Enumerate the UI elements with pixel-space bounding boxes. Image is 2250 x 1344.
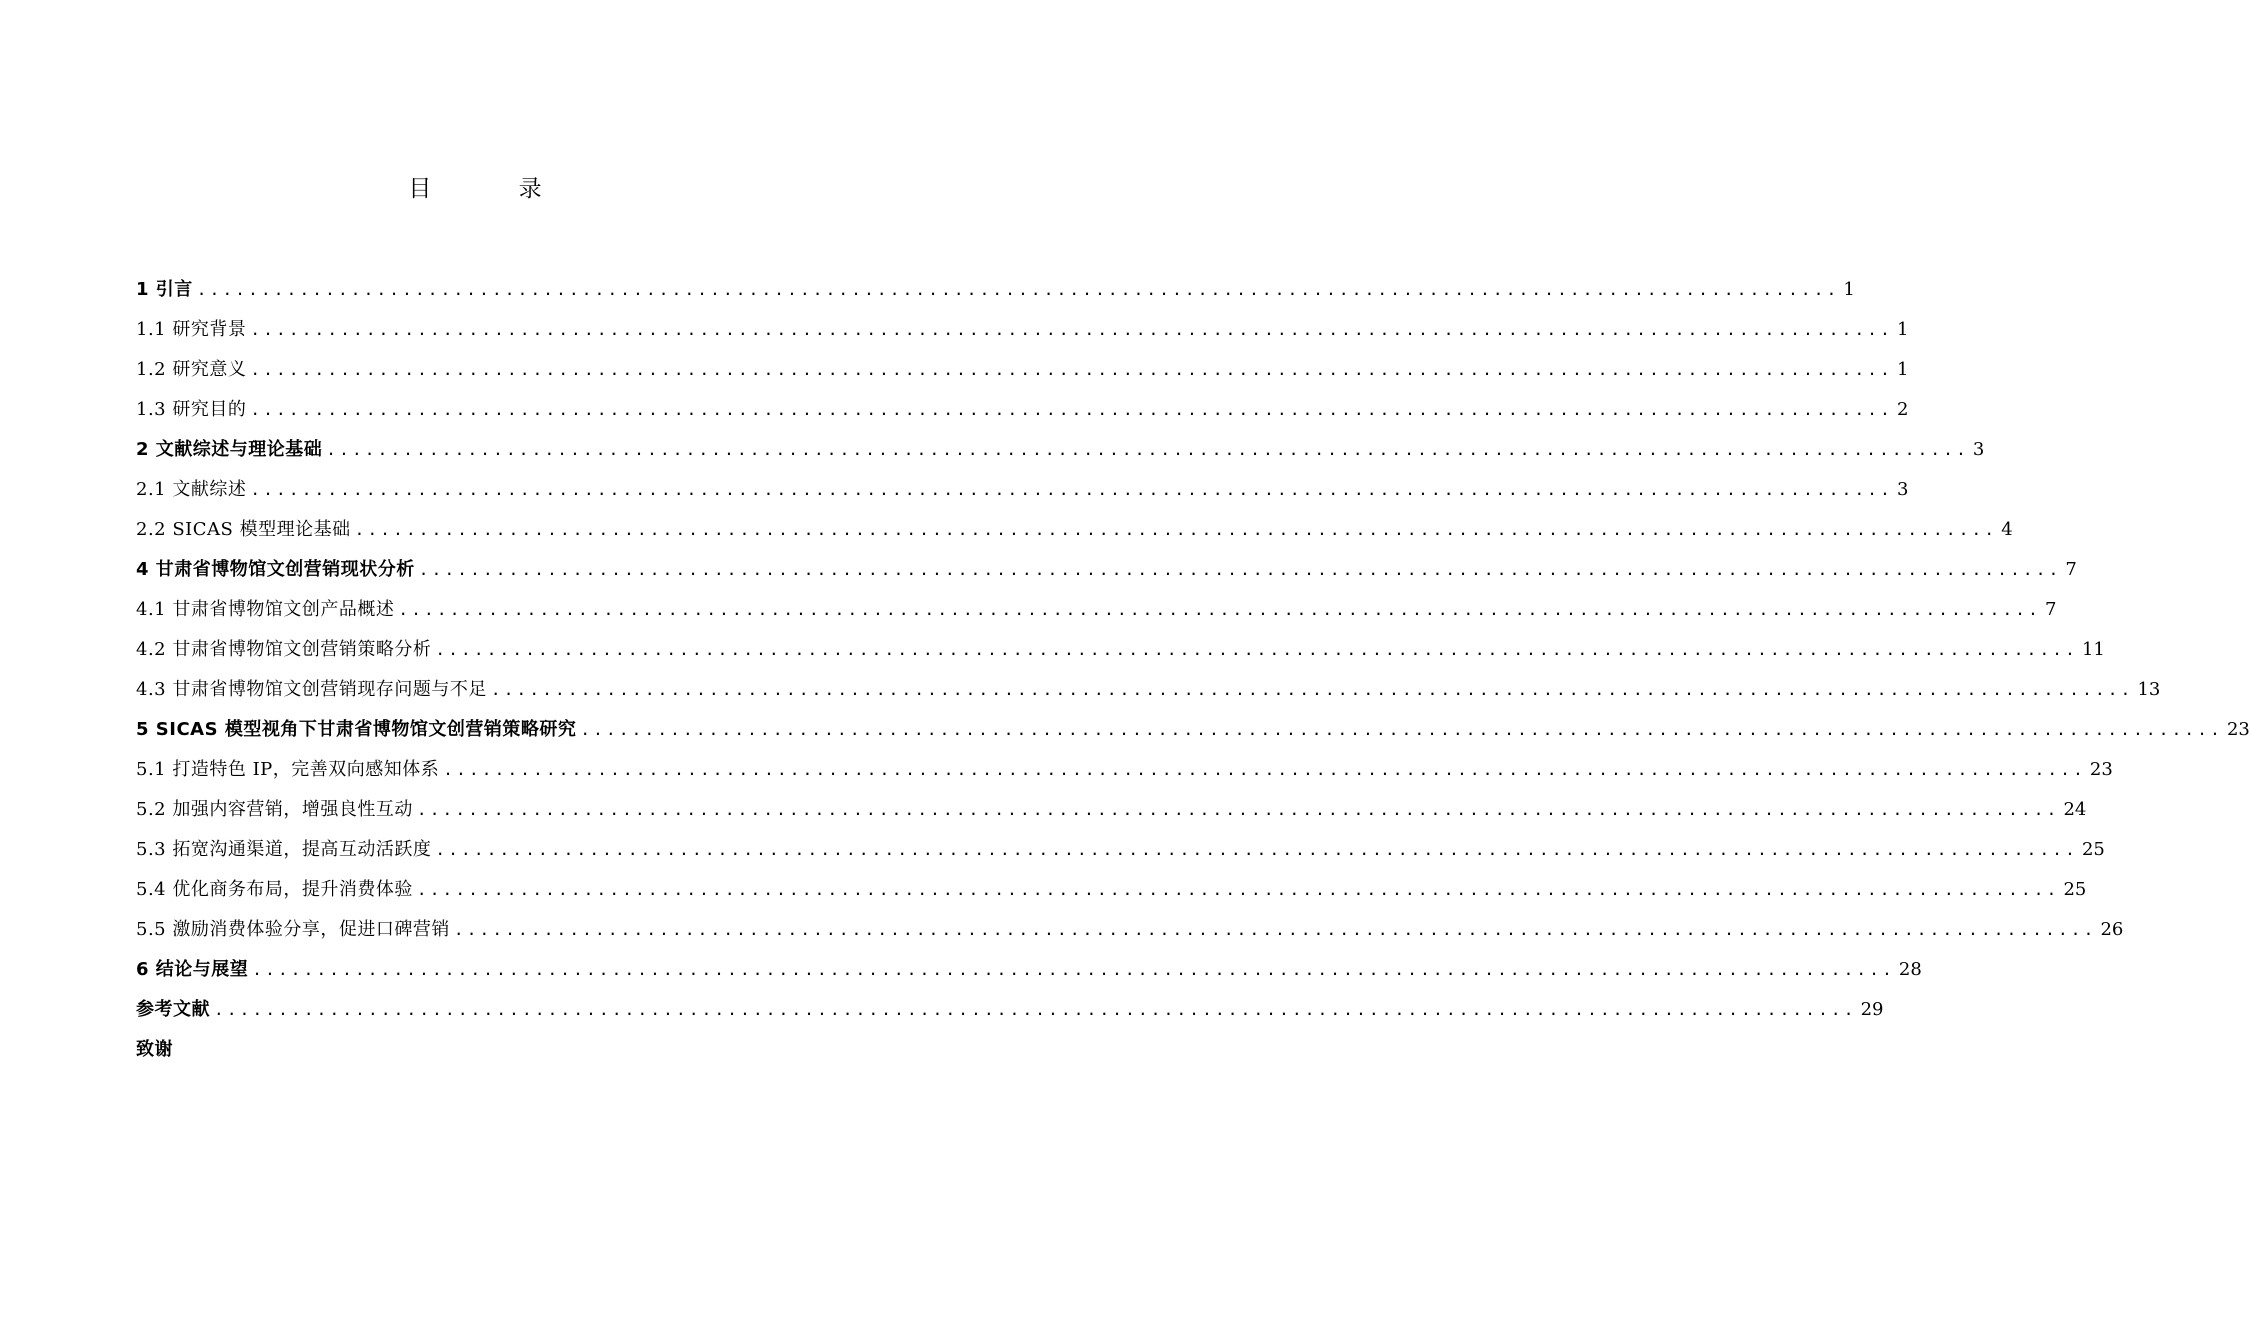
toc-entry-page: 1 xyxy=(1896,319,1909,340)
toc-entry-label: 4.2 甘肃省博物馆文创营销策略分析 xyxy=(136,639,432,660)
toc-dot-leader: ................................................................................................................................ xyxy=(443,760,2086,779)
toc-entry-label: 4 甘肃省博物馆文创营销现状分析 xyxy=(136,559,415,580)
toc-entry-page: 26 xyxy=(2100,919,2124,940)
toc-dot-leader: ................................................................................................................................ xyxy=(250,480,1893,499)
toc-list xyxy=(136,270,2250,1070)
toc-entry-label: 4.3 甘肃省博物馆文创营销现存问题与不足 xyxy=(136,679,487,700)
toc-dot-leader: ................................................................................................................................ xyxy=(326,440,1969,459)
toc-entry[interactable] xyxy=(136,310,1909,350)
toc-entry[interactable] xyxy=(136,950,1922,990)
toc-entry-page: 13 xyxy=(2137,679,2161,700)
toc-entry-page: 4 xyxy=(2001,519,2013,540)
toc-entry-page: 28 xyxy=(1898,959,1922,980)
toc-entry-label: 1 引言 xyxy=(136,279,193,300)
toc-entry-label: 5.3 拓宽沟通渠道，提高互动活跃度 xyxy=(136,839,432,860)
toc-entry[interactable] xyxy=(136,1030,852,1070)
toc-dot-leader: ................................................................................................................................ xyxy=(196,280,1840,299)
toc-entry-label: 2 文献综述与理论基础 xyxy=(136,439,323,460)
toc-dot-leader: ................................................................................................................................ xyxy=(250,400,1893,419)
toc-entry-page: 23 xyxy=(2226,719,2250,740)
toc-entry-label: 5.2 加强内容营销，增强良性互动 xyxy=(136,799,413,820)
toc-entry-label: 5.1 打造特色 IP，完善双向感知体系 xyxy=(136,759,440,780)
toc-entry-page: 2 xyxy=(1896,399,1909,420)
toc-entry-label: 1.1 研究背景 xyxy=(136,319,247,340)
toc-dot-leader: ................................................................................................................................ xyxy=(418,560,2062,579)
toc-entry[interactable] xyxy=(136,790,2087,830)
toc-dot-leader: ................................................................................................................................ xyxy=(252,960,1895,979)
toc-dot-leader: ................................................................................................................................ xyxy=(250,360,1893,379)
toc-entry-label: 5 SICAS 模型视角下甘肃省博物馆文创营销策略研究 xyxy=(136,719,577,740)
toc-entry-page: 24 xyxy=(2063,799,2087,820)
page-title: 目 录 xyxy=(408,176,582,202)
toc-dot-leader: ................................................................................................................................ xyxy=(416,880,2060,899)
toc-entry-page: 3 xyxy=(1896,479,1909,500)
toc-entry[interactable] xyxy=(136,750,2113,790)
toc-entry-page: 23 xyxy=(2089,759,2113,780)
toc-entry-page: 1 xyxy=(1896,359,1909,380)
toc-entry-label: 2.2 SICAS 模型理论基础 xyxy=(136,519,351,540)
toc-entry-label: 4.1 甘肃省博物馆文创产品概述 xyxy=(136,599,395,620)
toc-entry-page: 25 xyxy=(2063,879,2087,900)
toc-entry[interactable] xyxy=(136,430,1985,470)
toc-dot-leader: ................................................................................................................................ xyxy=(398,600,2041,619)
toc-entry-label: 5.5 激励消费体验分享，促进口碑营销 xyxy=(136,919,450,940)
toc-dot-leader: ................................................................................................................................ xyxy=(490,680,2134,699)
toc-entry[interactable] xyxy=(136,670,2161,710)
toc-entry-page: 3 xyxy=(1972,439,1985,460)
toc-dot-leader: ................................................................................................................................ xyxy=(435,840,2078,859)
toc-dot-leader: ................................................................................................................................ xyxy=(214,1000,1857,1019)
toc-dot-leader: ................................................................................................................................ xyxy=(453,920,2097,939)
toc-dot-leader: ................................................................................................................................ xyxy=(250,320,1893,339)
toc-entry-label: 1.3 研究目的 xyxy=(136,399,247,420)
toc-entry-page: 1 xyxy=(1843,279,1855,300)
toc-entry-page: 25 xyxy=(2081,839,2105,860)
toc-entry[interactable] xyxy=(136,470,1909,510)
toc-entry[interactable] xyxy=(136,910,2124,950)
toc-entry-page: 29 xyxy=(1860,999,1884,1020)
toc-entry-page: 11 xyxy=(2081,639,2105,660)
toc-entry-label: 5.4 优化商务布局，提升消费体验 xyxy=(136,879,413,900)
toc-entry[interactable] xyxy=(136,630,2105,670)
toc-dot-leader: ................................................................................................................................ xyxy=(416,800,2060,819)
toc-entry[interactable] xyxy=(136,710,2250,750)
toc-entry-page: 7 xyxy=(2044,599,2057,620)
toc-dot-leader: ................................................................................................................................ xyxy=(435,640,2078,659)
toc-entry[interactable] xyxy=(136,990,1884,1030)
toc-entry-label: 1.2 研究意义 xyxy=(136,359,247,380)
toc-entry-label: 致谢 xyxy=(136,1039,173,1060)
toc-entry[interactable] xyxy=(136,830,2105,870)
toc-dot-leader: ................................................................................................................................ xyxy=(580,720,2223,739)
toc-entry[interactable] xyxy=(136,870,2087,910)
toc-entry[interactable] xyxy=(136,350,1909,390)
toc-entry-label: 参考文献 xyxy=(136,999,210,1020)
toc-dot-leader: ................................................................................................................................ xyxy=(354,520,1998,539)
toc-entry[interactable] xyxy=(136,270,1855,310)
toc-entry[interactable] xyxy=(136,510,2013,550)
toc-entry-label: 2.1 文献综述 xyxy=(136,479,247,500)
toc-entry[interactable] xyxy=(136,590,2057,630)
toc-entry[interactable] xyxy=(136,390,1909,430)
toc-entry-page: 7 xyxy=(2065,559,2077,580)
toc-entry-label: 6 结论与展望 xyxy=(136,959,249,980)
toc-entry[interactable] xyxy=(136,550,2077,590)
